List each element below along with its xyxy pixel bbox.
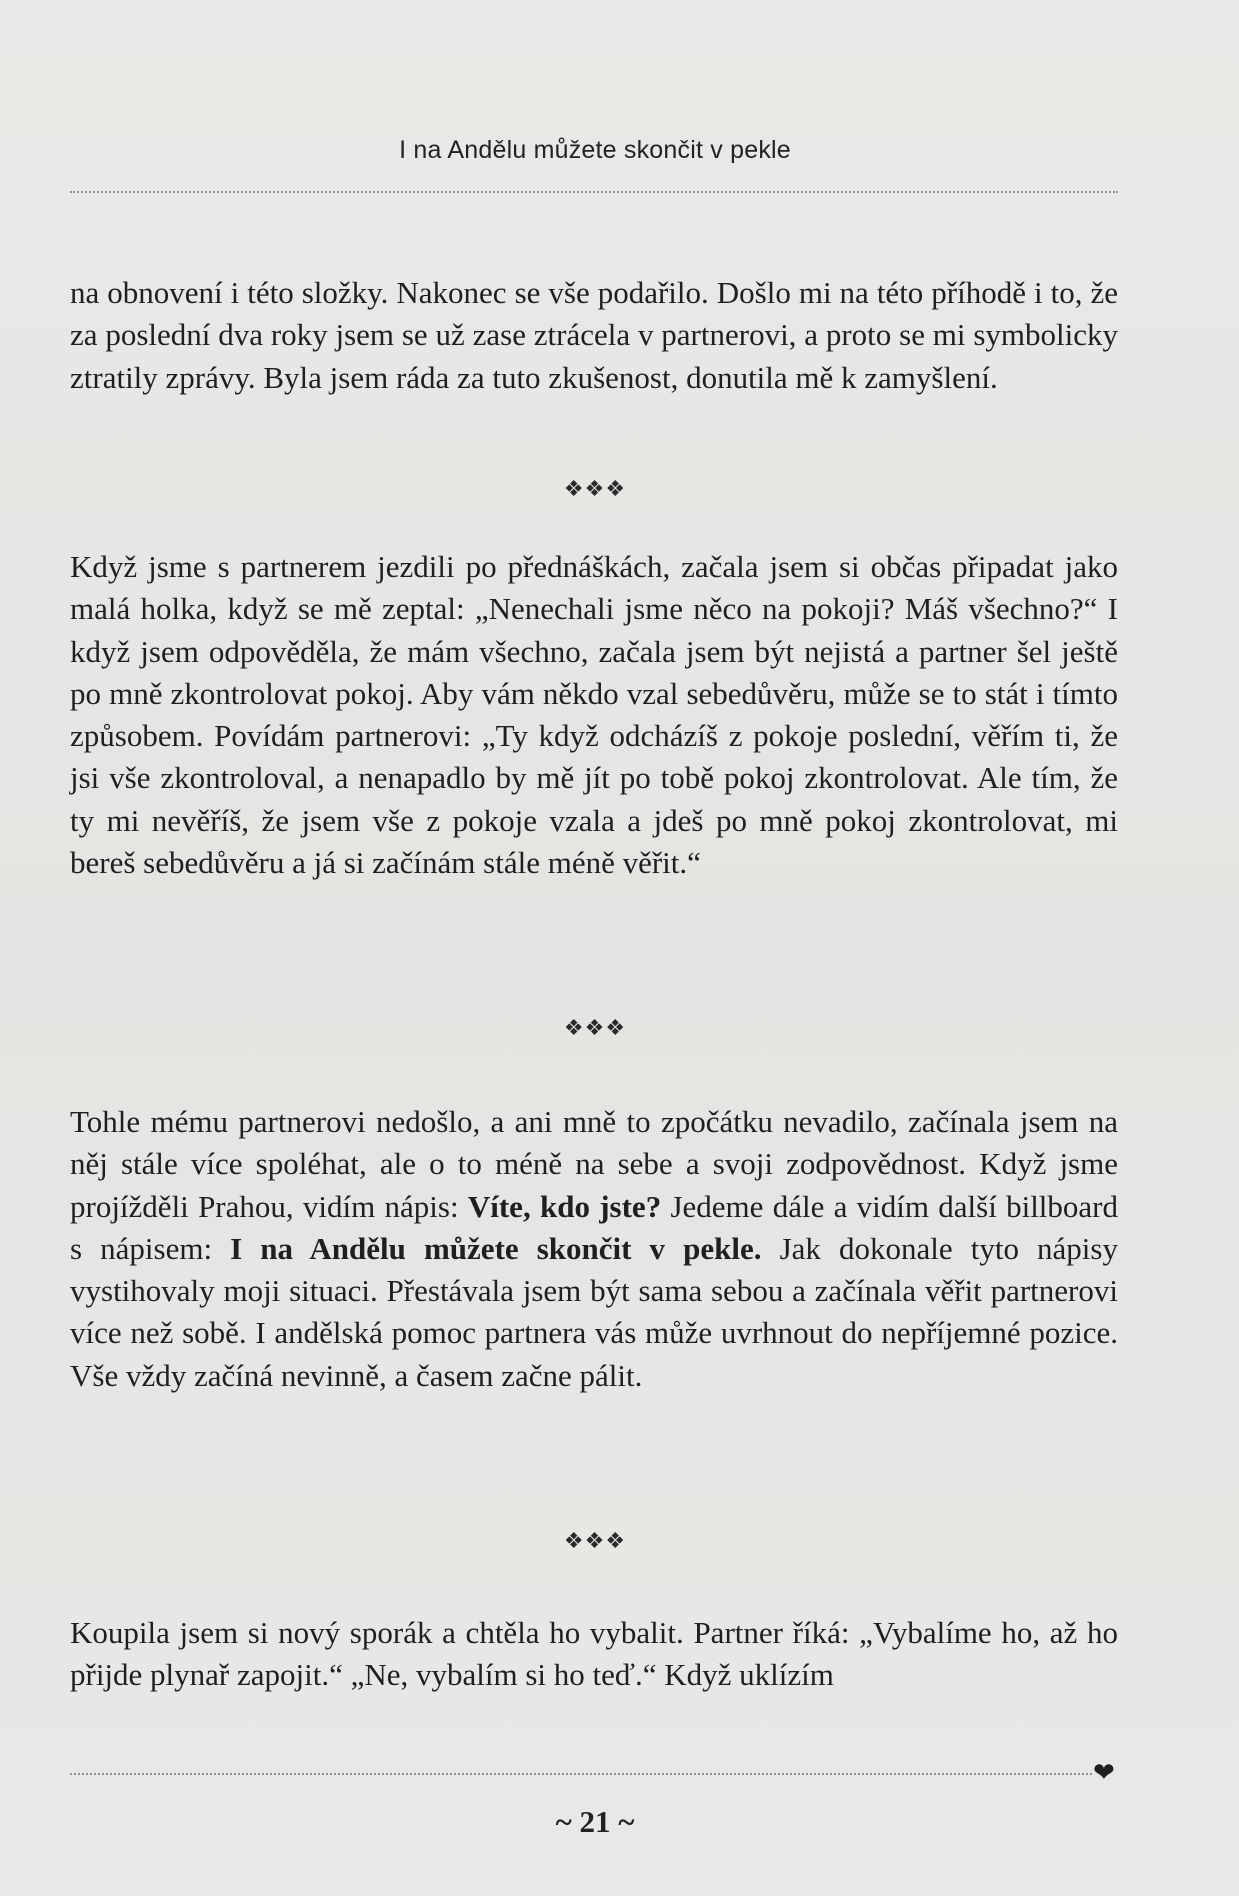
running-header: I na Andělu můžete skončit v pekle	[399, 136, 791, 164]
paragraph-3-text-c: Jak dokonale tyto nápisy vystihovaly moji situaci. Přestávala jsem být sama sebou a začínala věřit partnerovi více než sobě. I andělská pomoc partnera vás může uvrhnout do nepříjemné pozice. Vše vždy začíná nevinně, a časem začne pálit.	[70, 1230, 1118, 1393]
paragraph-1: na obnovení i této složky. Nakonec se vše podařilo. Došlo mi na této příhodě i to, že za poslední dva roky jsem se už zase ztrácela v partnerovi, a proto se mi symbolicky ztratily zprávy. Byla jsem ráda za tuto zkušenost, donutila mě k zamyšlení.	[70, 275, 1118, 395]
header-divider	[70, 191, 1118, 193]
paragraph-3	[70, 1101, 1118, 1397]
billboard-text-2: I na Andělu můžete skončit v pekle.	[230, 1230, 762, 1266]
paragraph-2: Když jsme s partnerem jezdili po přednáškách, začala jsem si občas připadat jako malá holka, když se mě zeptal: „Nenechali jsme něco na pokoji? Máš všechno?“ I když jsem odpověděla, že mám všechno, začala jsem být nejistá a partner šel ještě po mně zkontrolovat pokoj. Aby vám někdo vzal sebedůvěru, může se to stát i tímto způsobem. Povídám partnerovi: „Ty když odcházíš z pokoje poslední, věřím ti, že jsi vše zkontroloval, a nenapadlo by mě jít po tobě pokoj zkontrolovat. Ale tím, že ty mi nevěříš, že jsem vše z pokoje vzala a jdeš po mně pokoj zkontrolovat, mi bereš sebedůvěru a já si začínám stále méně věřit.“	[70, 549, 1118, 881]
section-ornament-2: ❖❖❖	[563, 1015, 627, 1040]
heart-icon: ❤	[1093, 1758, 1115, 1787]
billboard-text-1: Víte, kdo jste?	[467, 1188, 662, 1224]
page-number: ~ 21 ~	[555, 1804, 635, 1839]
paragraph-4: Koupila jsem si nový sporák a chtěla ho vybalit. Partner říká: „Vybalíme ho, až ho přijde plynař zapojit.“ „Ne, vybalím si ho teď.“ Když uklízím	[70, 1615, 1118, 1693]
paragraph-3-text-b: Jedeme dále a vidím další billboard s nápisem:	[70, 1188, 1118, 1266]
section-ornament-3: ❖❖❖	[563, 1528, 627, 1553]
footer-divider	[70, 1773, 1092, 1775]
paragraph-3-text-a: Tohle mému partnerovi nedošlo, a ani mně to zpočátku nevadilo, začínala jsem na něj stále více spoléhat, ale o to méně na sebe a svoji zodpovědnost. Když jsme projížděli Prahou, vidím nápis:	[70, 1104, 1118, 1224]
section-ornament-1: ❖❖❖	[563, 476, 627, 501]
